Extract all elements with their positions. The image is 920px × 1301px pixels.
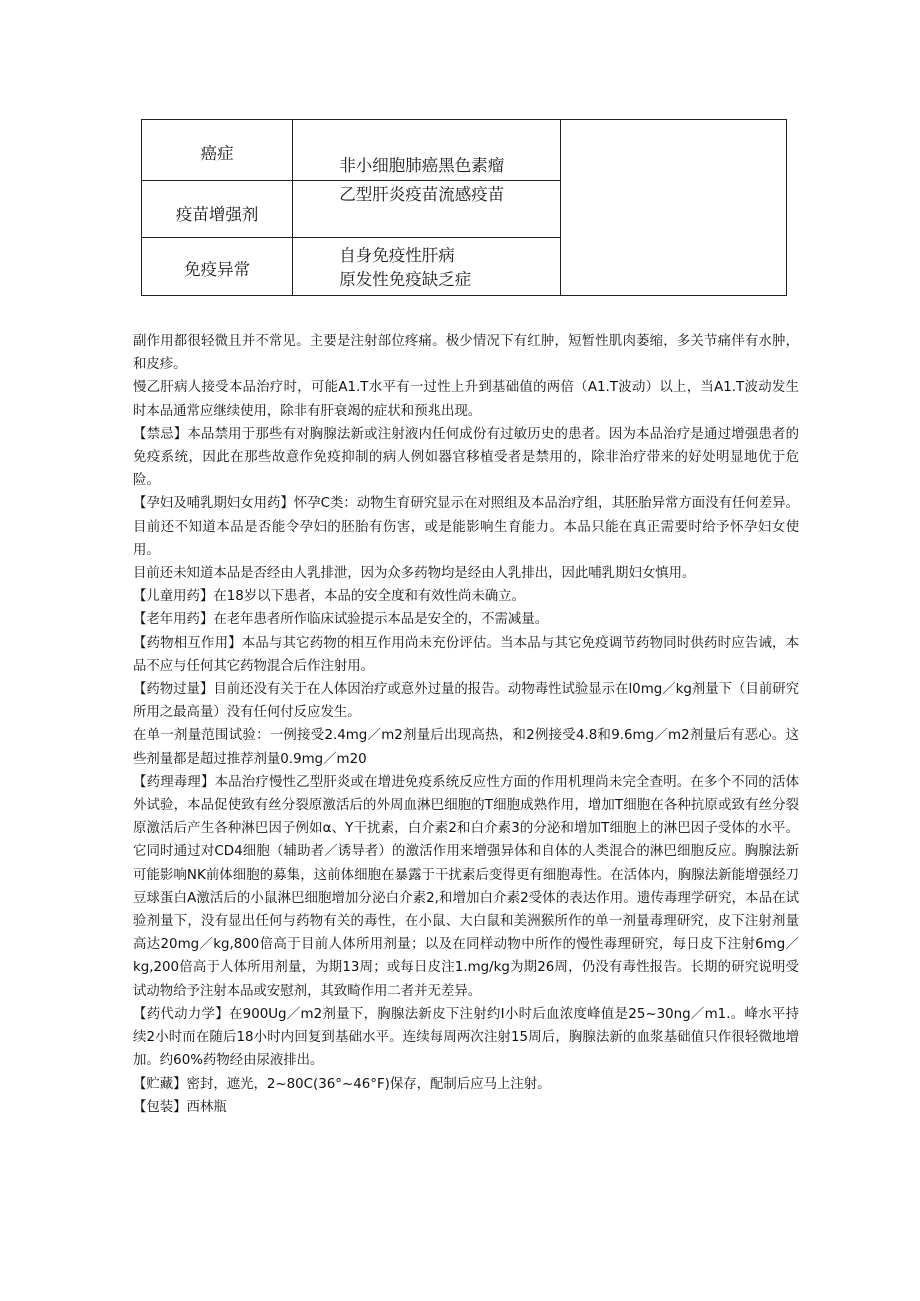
paragraph-pediatric: 【儿童用药】在18岁以下患者，本品的安全度和有效性尚未确立。	[133, 589, 525, 605]
paragraph-lactation: 目前还未知道本品是否经由人乳排泄，因为众多药物均是经由人乳排出，因此哺乳期妇女慎用。	[133, 566, 696, 582]
indication-table	[141, 119, 787, 296]
category-cell	[142, 238, 293, 296]
category-cell	[142, 181, 293, 238]
category-label: 癌症	[200, 144, 234, 163]
disease-text: 原发性免疫缺乏症	[339, 270, 472, 289]
blank-cell	[560, 120, 786, 296]
paragraph-packaging: 【包装】西林瓶	[133, 1099, 227, 1115]
category-cell	[142, 120, 293, 181]
paragraph-alt-fluctuation: 慢乙肝病人接受本品治疗时，可能A1.T水平有一过性上升到基础值的两倍（A1.T波动）以上，当A1.T波动发生时本品通常应继续使用，除非有肝衰竭的症状和预兆出现。	[133, 380, 799, 419]
table-row	[142, 120, 787, 181]
document-body	[133, 330, 799, 1119]
paragraph-storage: 【贮藏】密封，遮光，2~80C(36°~46°F)保存，配制后应马上注射。	[133, 1076, 551, 1092]
category-label: 免疫异常	[184, 260, 251, 279]
paragraph-pharmacology: 【药理毒理】本品治疗慢性乙型肝炎或在增进免疫系统反应性方面的作用机理尚未完全查明。在多个不同的活体外试验，本品促使致有丝分裂原激活后的外周血淋巴细胞的T细胞成熟作用，增加T细胞在各种抗原或致有丝分裂原激活后产生各种淋巴因子例如α、Y干扰素，白介素2和白介素3的分泌和增加T细胞上的淋巴因子受体的水平。它同时通过对CD4细胞（辅助者／诱导者）的激活作用来增强异体和自体的人类混合的淋巴细胞反应。胸腺法新可能影响NK前体细胞的募集，这前体细胞在暴露于干扰素后变得更有细胞毒性。在活体内，胸腺法新能增强经刀豆球蛋白A激活后的小鼠淋巴细胞增加分泌白介素2,和增加白介素2受体的表达作用。遗传毒理学研究，本品在试验剂量下，没有显出任何与药物有关的毒性，在小鼠、大白鼠和美洲猴所作的单一剂量毒理研究，皮下注射剂量高达20mg／kg,800倍高于目前人体所用剂量；以及在同样动物中所作的慢性毒理研究，每日皮下注射6mg／kg,200倍高于人体所用剂量，为期13周；或每日皮注1.mg/kg为期26周，仍没有毒性报告。长期的研究说明受试动物给予注射本品或安慰剂，其致畸作用二者并无差异。	[133, 774, 799, 999]
disease-cell	[293, 238, 560, 296]
disease-cell	[293, 120, 560, 181]
paragraph-contraindications: 【禁忌】本品禁用于那些有对胸腺法新或注射液内任何成份有过敏历史的患者。因为本品治疗是通过增强患者的免疫系统，因此在那些故意作免疫抑制的病人例如器官移植受者是禁用的，除非治疗带来的好处明显地优于危险。	[133, 426, 799, 489]
paragraph-geriatric: 【老年用药】在老年患者所作临床试验提示本品是安全的，不需减量。	[133, 612, 549, 628]
disease-cell	[293, 181, 560, 238]
paragraph-interactions: 【药物相互作用】本品与其它药物的相互作用尚未充份评估。当本品与其它免疫调节药物同时供药时应告诫，本品不应与任何其它药物混合后作注射用。	[133, 635, 799, 674]
disease-text: 自身免疫性肝病	[339, 246, 455, 265]
paragraph-side-effects: 副作用都很轻微且并不常见。主要是注射部位疼痛。极少情况下有红肿，短暂性肌肉萎缩，多关节痛伴有水肿，和皮疹。	[133, 334, 799, 373]
paragraph-pharmacokinetics: 【药代动力学】在900Ug／m2剂量下，胸腺法新皮下注射约I小时后血浓度峰值是25~30ng／m1.。峰水平持续2小时而在随后18小时内回复到基础水平。连续每周两次注射15周后，胸腺法新的血浆基础值只作很轻微地增加。约60%药物经由尿液排出。	[133, 1006, 799, 1069]
paragraph-overdose: 【药物过量】目前还没有关于在人体因治疗或意外过量的报告。动物毒性试验显示在l0mg／kg剂量下（目前研究所用之最高量）没有任何付反应发生。	[133, 682, 800, 721]
paragraph-pregnancy: 【孕妇及哺乳期妇女用药】怀孕C类：动物生育研究显示在对照组及本品治疗组，其胚胎异常方面没有任何差异。目前还不知道本品是否能令孕妇的胚胎有伤害，或是能影响生育能力。本品只能在真正需要时给予怀孕妇女使用。	[133, 496, 799, 558]
disease-text: 非小细胞肺癌黑色素瘤	[339, 156, 505, 175]
category-label: 疫苗增强剂	[175, 205, 259, 224]
disease-text: 乙型肝炎疫苗流感疫苗	[339, 185, 505, 204]
paragraph-single-dose: 在单一剂量范围试验：一例接受2.4mg／m2剂量后出现高热，和2例接受4.8和9.6mg／m2剂量后有恶心。这些剂量都是超过推荐剂量0.9mg／m20	[133, 728, 799, 767]
